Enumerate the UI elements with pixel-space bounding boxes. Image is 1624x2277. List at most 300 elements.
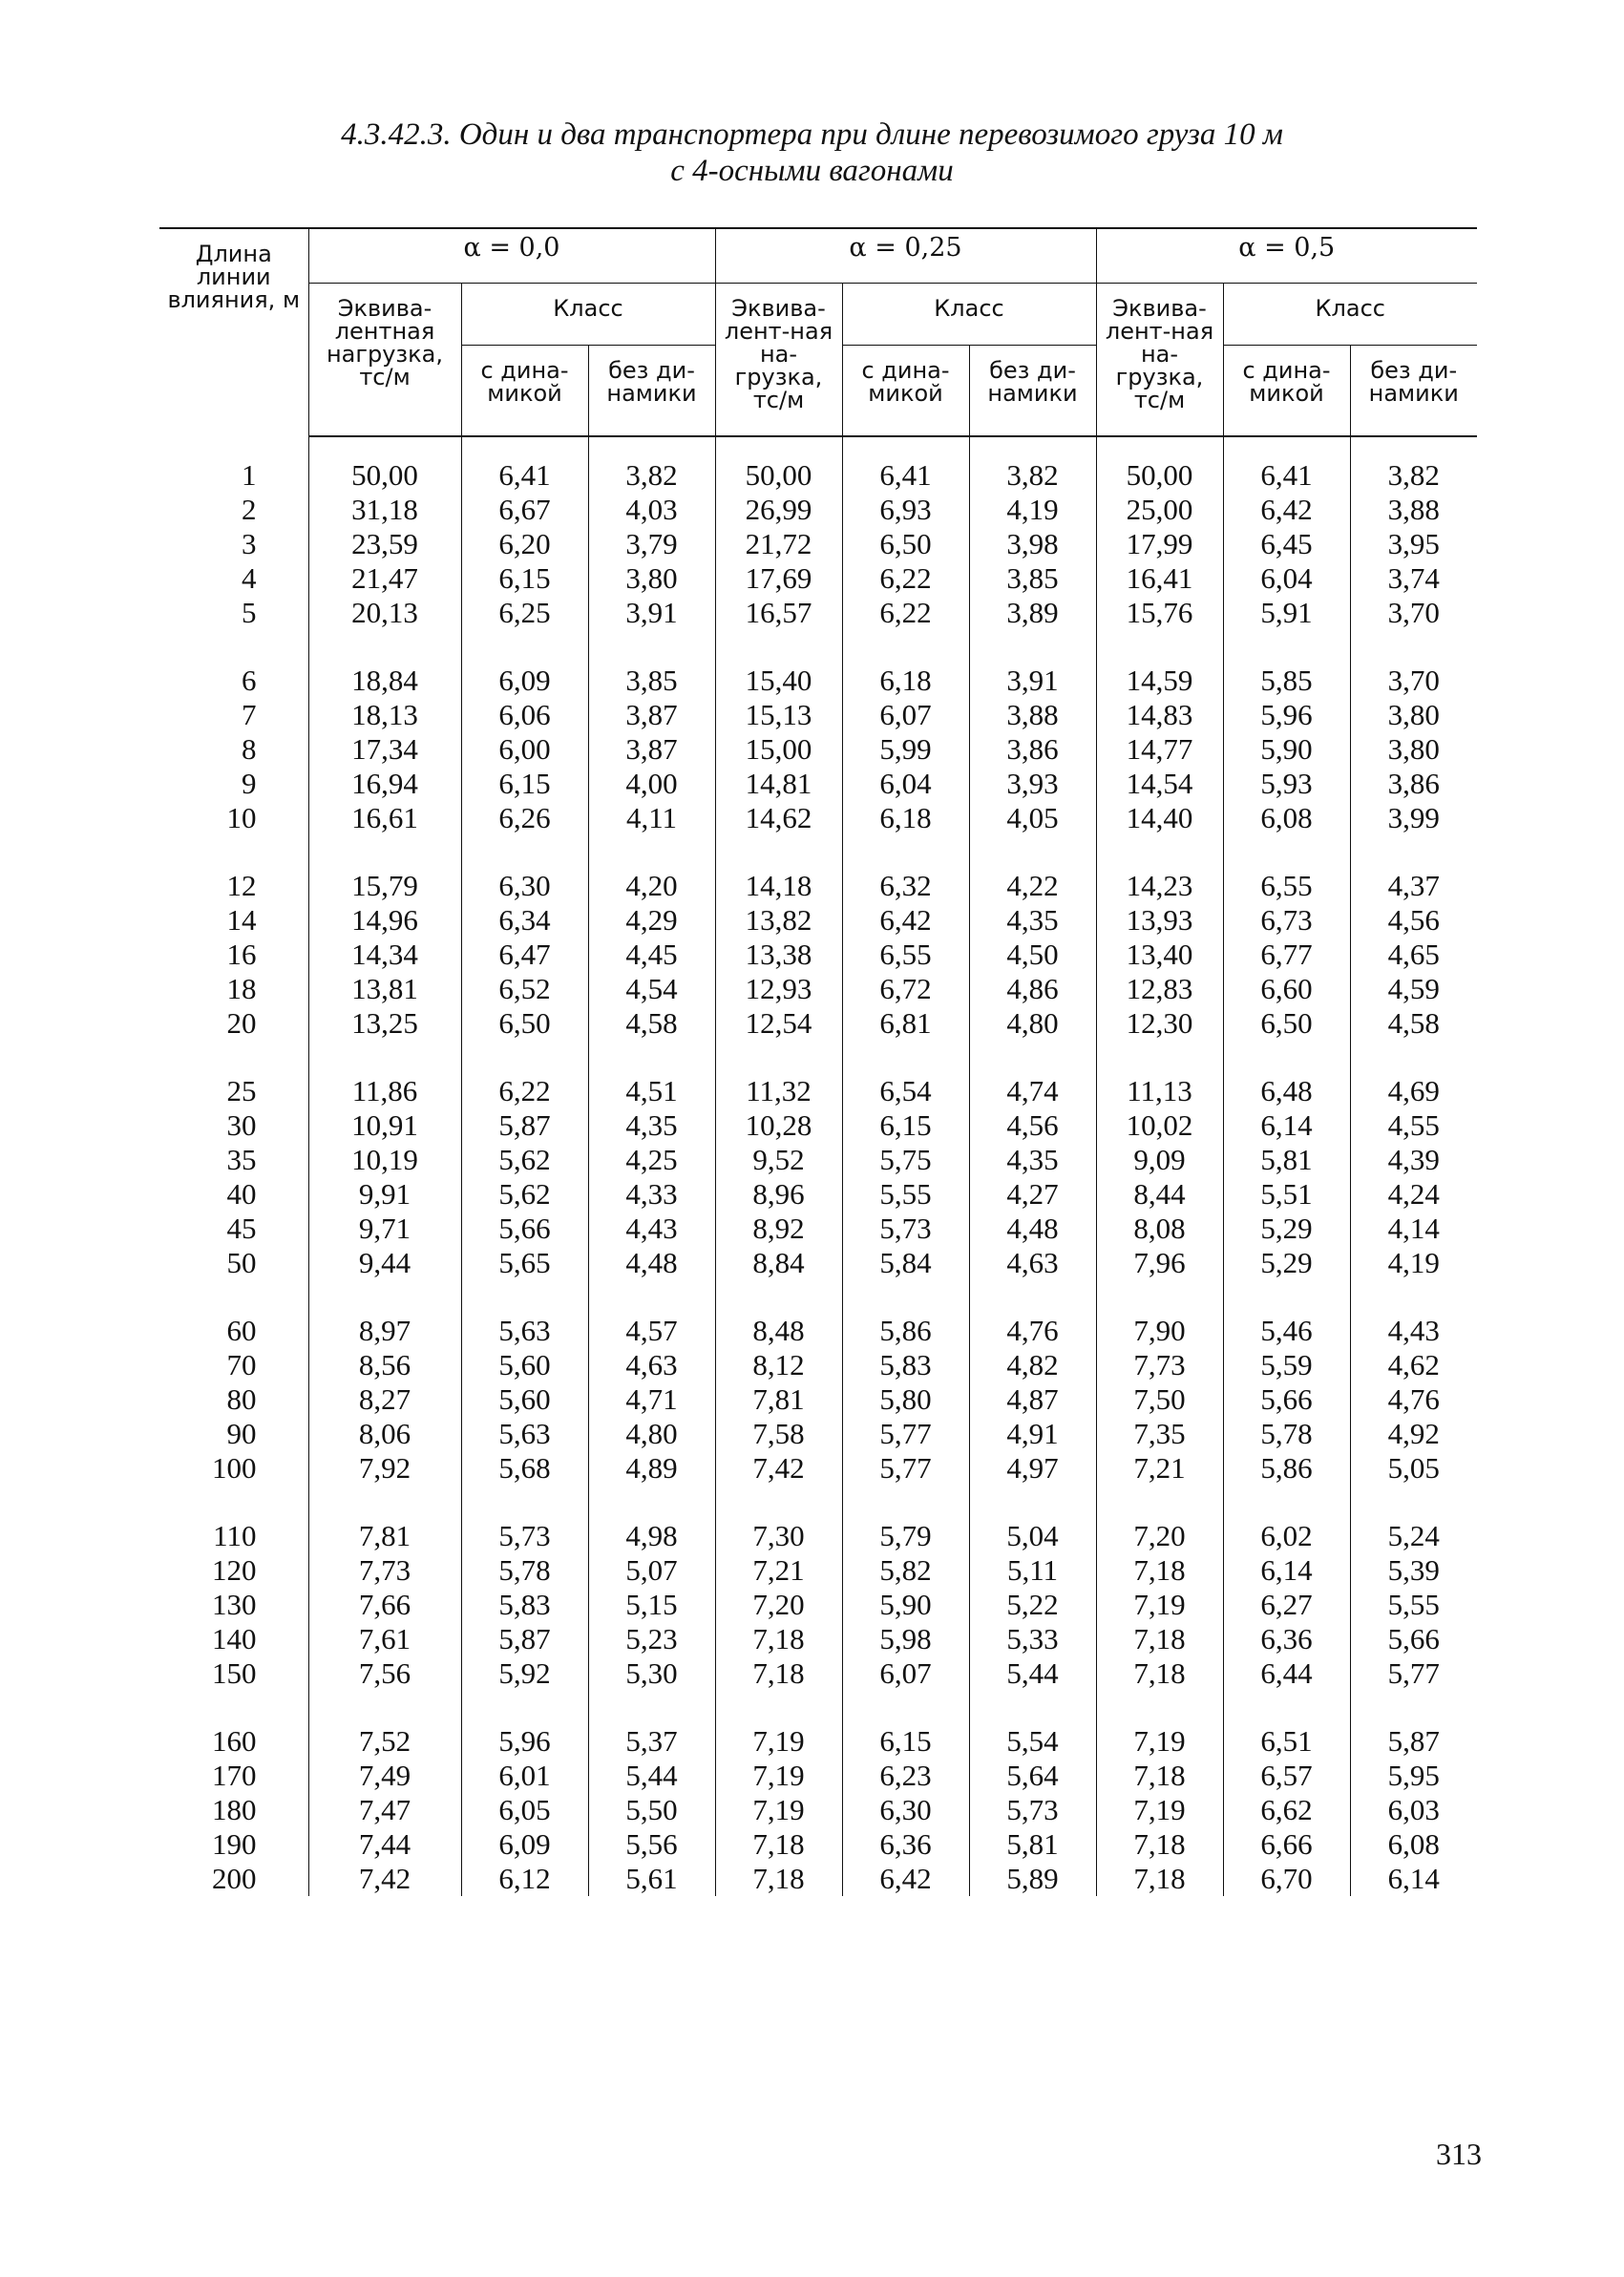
value-cell: 6,22 [842,596,969,630]
length-cell: 7 [242,698,257,731]
value-cell: 7,81 [308,1519,461,1553]
table-row [159,1519,1477,1553]
value-cell: 6,14 [1223,1108,1350,1143]
value-cell: 3,74 [1350,561,1477,596]
length-cell: 90 [226,1417,257,1450]
table-row [159,1417,1477,1451]
length-cell: 5 [242,596,257,629]
value-cell: 5,66 [461,1212,588,1246]
value-cell: 8,08 [1096,1212,1223,1246]
value-cell: 21,72 [715,527,842,561]
value-cell: 5,64 [969,1759,1096,1793]
influence-line-table [159,227,1477,1896]
value-cell: 7,58 [715,1417,842,1451]
value-cell: 6,01 [461,1759,588,1793]
value-cell: 13,25 [308,1006,461,1041]
length-cell: 50 [226,1246,257,1279]
value-cell: 6,41 [461,458,588,493]
table-row [159,869,1477,903]
value-cell: 12,83 [1096,972,1223,1006]
value-cell: 5,61 [588,1862,715,1896]
value-cell: 4,48 [969,1212,1096,1246]
value-cell: 6,23 [842,1759,969,1793]
value-cell: 7,18 [1096,1827,1223,1862]
value-cell: 7,19 [1096,1724,1223,1759]
value-cell: 4,92 [1350,1417,1477,1451]
value-cell: 6,03 [1350,1793,1477,1827]
value-cell: 12,54 [715,1006,842,1041]
value-cell: 7,66 [308,1588,461,1622]
length-cell: 110 [213,1519,257,1552]
value-cell: 11,86 [308,1074,461,1108]
value-cell: 13,38 [715,938,842,972]
table-row [159,1177,1477,1212]
table-row [159,903,1477,938]
value-cell: 21,47 [308,561,461,596]
value-cell: 3,85 [969,561,1096,596]
value-cell: 17,99 [1096,527,1223,561]
value-cell: 10,02 [1096,1108,1223,1143]
value-cell: 6,15 [842,1108,969,1143]
value-cell: 5,95 [1350,1759,1477,1793]
value-cell: 9,09 [1096,1143,1223,1177]
value-cell: 5,50 [588,1793,715,1827]
value-cell: 9,52 [715,1143,842,1177]
table-row [159,1553,1477,1588]
value-cell: 3,99 [1350,801,1477,835]
header-eq-load-05: Эквива-лент-ная на-грузка, тс/м [1096,284,1223,437]
table-row [159,493,1477,527]
value-cell: 4,71 [588,1382,715,1417]
value-cell: 5,30 [588,1656,715,1691]
value-cell: 5,51 [1223,1177,1350,1212]
table-row [159,1314,1477,1348]
value-cell: 6,22 [461,1074,588,1108]
value-cell: 6,72 [842,972,969,1006]
length-cell: 1 [242,458,257,492]
value-cell: 5,24 [1350,1519,1477,1553]
length-cell: 120 [212,1553,257,1587]
value-cell: 13,40 [1096,938,1223,972]
table-row [159,596,1477,630]
value-cell: 5,96 [461,1724,588,1759]
value-cell: 13,93 [1096,903,1223,938]
value-cell: 10,91 [308,1108,461,1143]
value-cell: 16,57 [715,596,842,630]
value-cell: 16,61 [308,801,461,835]
value-cell: 5,80 [842,1382,969,1417]
length-cell: 10 [226,801,257,834]
table-row [159,938,1477,972]
length-cell: 6 [242,664,257,697]
length-cell: 190 [212,1827,257,1861]
value-cell: 5,63 [461,1417,588,1451]
value-cell: 3,82 [969,458,1096,493]
value-cell: 15,79 [308,869,461,903]
value-cell: 13,82 [715,903,842,938]
value-cell: 5,73 [842,1212,969,1246]
value-cell: 6,60 [1223,972,1350,1006]
value-cell: 5,86 [1223,1451,1350,1486]
value-cell: 4,45 [588,938,715,972]
value-cell: 6,41 [842,458,969,493]
value-cell: 50,00 [308,458,461,493]
value-cell: 5,44 [588,1759,715,1793]
value-cell: 4,65 [1350,938,1477,972]
value-cell: 6,41 [1223,458,1350,493]
value-cell: 5,46 [1223,1314,1350,1348]
value-cell: 7,42 [715,1451,842,1486]
value-cell: 7,56 [308,1656,461,1691]
value-cell: 3,70 [1350,664,1477,698]
table-row [159,1862,1477,1896]
value-cell: 7,73 [1096,1348,1223,1382]
value-cell: 4,50 [969,938,1096,972]
group-spacer [159,1691,1477,1724]
header-alpha-05: α = 0,5 [1096,228,1477,284]
table-row [159,1759,1477,1793]
value-cell: 8,96 [715,1177,842,1212]
value-cell: 7,18 [715,1827,842,1862]
table-row [159,1382,1477,1417]
value-cell: 14,81 [715,767,842,801]
table-body [159,436,1477,1896]
value-cell: 4,82 [969,1348,1096,1382]
value-cell: 6,73 [1223,903,1350,938]
value-cell: 5,77 [842,1417,969,1451]
value-cell: 4,98 [588,1519,715,1553]
value-cell: 6,55 [842,938,969,972]
value-cell: 6,50 [461,1006,588,1041]
header-eq-load-025: Эквива-лент-ная на-грузка, тс/м [715,284,842,437]
length-cell: 200 [212,1862,257,1895]
value-cell: 6,09 [461,664,588,698]
table-row [159,1143,1477,1177]
value-cell: 3,79 [588,527,715,561]
table-row [159,1212,1477,1246]
value-cell: 3,95 [1350,527,1477,561]
value-cell: 9,71 [308,1212,461,1246]
value-cell: 6,62 [1223,1793,1350,1827]
value-cell: 14,96 [308,903,461,938]
value-cell: 5,60 [461,1382,588,1417]
value-cell: 3,88 [969,698,1096,732]
group-spacer [159,1486,1477,1519]
table-row [159,1622,1477,1656]
value-cell: 4,89 [588,1451,715,1486]
length-cell: 14 [226,903,257,937]
value-cell: 7,19 [1096,1793,1223,1827]
page-number: 313 [1436,2137,1482,2171]
value-cell: 6,54 [842,1074,969,1108]
value-cell: 3,86 [1350,767,1477,801]
length-cell: 160 [212,1724,257,1758]
value-cell: 6,42 [842,903,969,938]
value-cell: 6,36 [842,1827,969,1862]
table-row [159,698,1477,732]
header-class-05: Класс [1223,284,1477,346]
table-row [159,801,1477,835]
value-cell: 3,91 [969,664,1096,698]
value-cell: 7,18 [1096,1656,1223,1691]
value-cell: 6,77 [1223,938,1350,972]
value-cell: 7,42 [308,1862,461,1896]
value-cell: 6,26 [461,801,588,835]
value-cell: 6,15 [461,767,588,801]
length-cell: 30 [226,1108,257,1142]
value-cell: 7,47 [308,1793,461,1827]
length-cell: 140 [212,1622,257,1655]
value-cell: 16,94 [308,767,461,801]
value-cell: 4,97 [969,1451,1096,1486]
table-header [159,228,1477,436]
value-cell: 7,50 [1096,1382,1223,1417]
value-cell: 7,21 [715,1553,842,1588]
table-row [159,1451,1477,1486]
value-cell: 5,87 [461,1108,588,1143]
value-cell: 6,00 [461,732,588,767]
value-cell: 6,52 [461,972,588,1006]
header-class-0: Класс [461,284,715,346]
value-cell: 5,90 [842,1588,969,1622]
value-cell: 4,54 [588,972,715,1006]
value-cell: 5,83 [842,1348,969,1382]
value-cell: 18,84 [308,664,461,698]
length-cell: 70 [226,1348,257,1381]
table-row [159,1793,1477,1827]
value-cell: 50,00 [715,458,842,493]
value-cell: 5,29 [1223,1246,1350,1280]
value-cell: 11,32 [715,1074,842,1108]
value-cell: 5,05 [1350,1451,1477,1486]
value-cell: 9,44 [308,1246,461,1280]
value-cell: 7,35 [1096,1417,1223,1451]
value-cell: 4,76 [969,1314,1096,1348]
value-cell: 6,08 [1350,1827,1477,1862]
table-row [159,664,1477,698]
value-cell: 6,14 [1350,1862,1477,1896]
value-cell: 7,18 [715,1622,842,1656]
value-cell: 5,83 [461,1588,588,1622]
value-cell: 3,80 [588,561,715,596]
table-caption [0,116,1624,189]
value-cell: 5,62 [461,1177,588,1212]
header-class-025: Класс [842,284,1096,346]
value-cell: 8,06 [308,1417,461,1451]
value-cell: 5,99 [842,732,969,767]
length-cell: 12 [226,869,257,902]
value-cell: 3,82 [1350,458,1477,493]
value-cell: 6,45 [1223,527,1350,561]
value-cell: 5,82 [842,1553,969,1588]
table-row [159,1656,1477,1691]
value-cell: 23,59 [308,527,461,561]
value-cell: 5,63 [461,1314,588,1348]
length-cell: 18 [226,972,257,1005]
value-cell: 7,18 [1096,1862,1223,1896]
value-cell: 8,97 [308,1314,461,1348]
value-cell: 6,50 [1223,1006,1350,1041]
value-cell: 5,73 [461,1519,588,1553]
value-cell: 7,20 [715,1588,842,1622]
value-cell: 5,60 [461,1348,588,1382]
value-cell: 4,87 [969,1382,1096,1417]
value-cell: 6,93 [842,493,969,527]
header-eq-load-0: Эквива-лентная нагрузка, тс/м [308,284,461,437]
value-cell: 5,90 [1223,732,1350,767]
length-cell: 8 [242,732,257,766]
value-cell: 4,74 [969,1074,1096,1108]
value-cell: 4,25 [588,1143,715,1177]
value-cell: 6,20 [461,527,588,561]
value-cell: 4,00 [588,767,715,801]
value-cell: 17,69 [715,561,842,596]
value-cell: 4,56 [1350,903,1477,938]
value-cell: 4,80 [588,1417,715,1451]
value-cell: 14,18 [715,869,842,903]
value-cell: 5,15 [588,1588,715,1622]
value-cell: 4,63 [588,1348,715,1382]
value-cell: 20,13 [308,596,461,630]
value-cell: 4,76 [1350,1382,1477,1417]
caption-line-2: с 4-осными вагонами [670,154,954,188]
value-cell: 4,03 [588,493,715,527]
value-cell: 6,04 [1223,561,1350,596]
value-cell: 4,27 [969,1177,1096,1212]
value-cell: 16,41 [1096,561,1223,596]
length-cell: 130 [212,1588,257,1621]
value-cell: 5,78 [1223,1417,1350,1451]
header-alpha-0: α = 0,0 [308,228,715,284]
value-cell: 4,05 [969,801,1096,835]
value-cell: 6,18 [842,801,969,835]
value-cell: 4,56 [969,1108,1096,1143]
value-cell: 7,19 [1096,1588,1223,1622]
value-cell: 4,58 [1350,1006,1477,1041]
value-cell: 7,19 [715,1724,842,1759]
table-row [159,1724,1477,1759]
value-cell: 5,37 [588,1724,715,1759]
value-cell: 4,91 [969,1417,1096,1451]
value-cell: 7,44 [308,1827,461,1862]
value-cell: 7,52 [308,1724,461,1759]
value-cell: 11,13 [1096,1074,1223,1108]
length-cell: 40 [226,1177,257,1211]
header-nodyn-0: без ди-намики [588,346,715,437]
length-cell: 2 [242,493,257,526]
value-cell: 6,07 [842,698,969,732]
value-cell: 6,66 [1223,1827,1350,1862]
table-row [159,527,1477,561]
value-cell: 6,25 [461,596,588,630]
value-cell: 10,28 [715,1108,842,1143]
value-cell: 6,09 [461,1827,588,1862]
value-cell: 4,37 [1350,869,1477,903]
value-cell: 15,00 [715,732,842,767]
value-cell: 4,35 [969,903,1096,938]
value-cell: 7,19 [715,1759,842,1793]
value-cell: 5,66 [1223,1382,1350,1417]
value-cell: 6,22 [842,561,969,596]
value-cell: 3,87 [588,732,715,767]
value-cell: 7,61 [308,1622,461,1656]
value-cell: 14,59 [1096,664,1223,698]
value-cell: 5,66 [1350,1622,1477,1656]
value-cell: 7,18 [715,1862,842,1896]
value-cell: 12,93 [715,972,842,1006]
value-cell: 6,42 [842,1862,969,1896]
length-cell: 180 [212,1793,257,1826]
value-cell: 7,18 [715,1656,842,1691]
value-cell: 5,11 [969,1553,1096,1588]
value-cell: 13,81 [308,972,461,1006]
length-cell: 80 [226,1382,257,1416]
value-cell: 5,81 [969,1827,1096,1862]
value-cell: 15,13 [715,698,842,732]
value-cell: 8,84 [715,1246,842,1280]
value-cell: 15,76 [1096,596,1223,630]
value-cell: 6,06 [461,698,588,732]
value-cell: 8,27 [308,1382,461,1417]
value-cell: 8,56 [308,1348,461,1382]
value-cell: 5,55 [842,1177,969,1212]
value-cell: 8,12 [715,1348,842,1382]
value-cell: 5,98 [842,1622,969,1656]
value-cell: 50,00 [1096,458,1223,493]
value-cell: 4,35 [969,1143,1096,1177]
value-cell: 5,89 [969,1862,1096,1896]
value-cell: 6,08 [1223,801,1350,835]
value-cell: 7,18 [1096,1759,1223,1793]
value-cell: 18,13 [308,698,461,732]
value-cell: 14,40 [1096,801,1223,835]
value-cell: 5,87 [1350,1724,1477,1759]
value-cell: 6,27 [1223,1588,1350,1622]
value-cell: 5,39 [1350,1553,1477,1588]
value-cell: 4,11 [588,801,715,835]
value-cell: 3,82 [588,458,715,493]
table-row [159,767,1477,801]
value-cell: 7,92 [308,1451,461,1486]
value-cell: 7,18 [1096,1622,1223,1656]
value-cell: 5,85 [1223,664,1350,698]
length-cell: 9 [242,767,257,800]
value-cell: 4,24 [1350,1177,1477,1212]
value-cell: 6,34 [461,903,588,938]
value-cell: 5,93 [1223,767,1350,801]
value-cell: 26,99 [715,493,842,527]
group-spacer [159,835,1477,869]
value-cell: 5,29 [1223,1212,1350,1246]
value-cell: 6,47 [461,938,588,972]
value-cell: 6,15 [461,561,588,596]
value-cell: 6,50 [842,527,969,561]
value-cell: 5,62 [461,1143,588,1177]
value-cell: 6,15 [842,1724,969,1759]
value-cell: 14,62 [715,801,842,835]
value-cell: 3,87 [588,698,715,732]
value-cell: 14,23 [1096,869,1223,903]
value-cell: 4,59 [1350,972,1477,1006]
value-cell: 6,48 [1223,1074,1350,1108]
value-cell: 4,51 [588,1074,715,1108]
value-cell: 5,54 [969,1724,1096,1759]
group-spacer [159,1280,1477,1314]
length-cell: 170 [212,1759,257,1792]
header-nodyn-025: без ди-намики [969,346,1096,437]
value-cell: 4,20 [588,869,715,903]
value-cell: 5,81 [1223,1143,1350,1177]
